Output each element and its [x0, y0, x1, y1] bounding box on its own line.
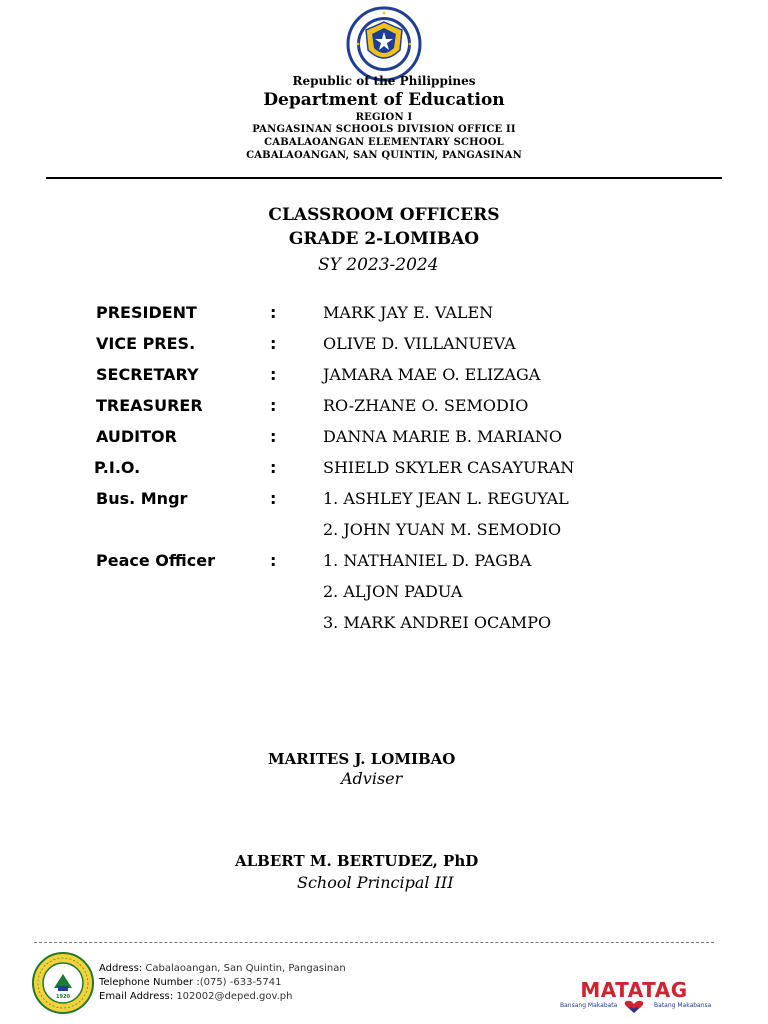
officer-name: OLIVE D. VILLANUEVA: [323, 334, 516, 353]
officer-names: [323, 365, 540, 396]
document-title: CLASSROOM OFFICERS: [268, 205, 500, 225]
header-division: PANGASINAN SCHOOLS DIVISION OFFICE II: [252, 124, 516, 135]
footer-email-value: 102002@deped.gov.ph: [176, 991, 293, 1002]
footer-phone-label: Telephone Number :: [99, 977, 200, 988]
officer-row: [0, 365, 768, 396]
officer-name: 3. MARK ANDREI OCAMPO: [323, 613, 552, 632]
officer-colon: :: [270, 334, 277, 353]
school-logo-year: 1920: [56, 994, 70, 1000]
matatag-tagline-right: Batang Makabansa: [654, 1002, 712, 1009]
officer-name: 2. ALJON PADUA: [323, 582, 463, 601]
officer-row: [0, 489, 768, 551]
principal-title: School Principal III: [297, 873, 454, 892]
footer-phone-value: (075) -633-5741: [199, 977, 282, 988]
footer-address-value: Cabalaoangan, San Quintin, Pangasinan: [145, 963, 346, 974]
officer-role: Peace Officer: [96, 551, 215, 570]
header-school: CABALAOANGAN ELEMENTARY SCHOOL: [264, 137, 504, 148]
footer-email-label: Email Address:: [99, 991, 174, 1002]
principal-name: ALBERT M. BERTUDEZ, PhD: [235, 852, 479, 870]
officer-name: RO-ZHANE O. SEMODIO: [323, 396, 529, 415]
heart-icon: [623, 1000, 645, 1014]
officer-row: [0, 458, 768, 489]
deped-seal-logo: [346, 6, 422, 82]
officer-names: [323, 396, 528, 427]
matatag-tagline-left: Bansang Makabata: [560, 1002, 618, 1009]
officer-row: [0, 396, 768, 427]
officer-name: JAMARA MAE O. ELIZAGA: [323, 365, 541, 384]
adviser-title: Adviser: [341, 769, 403, 788]
officer-name: 1. ASHLEY JEAN L. REGUYAL: [323, 489, 569, 508]
header-region: REGION I: [355, 112, 413, 123]
officer-row: [0, 427, 768, 458]
class-name: GRADE 2-LOMIBAO: [288, 229, 480, 249]
officer-colon: :: [270, 396, 277, 415]
officer-names: [323, 334, 516, 365]
footer-phone: [99, 977, 282, 988]
officer-role: TREASURER: [96, 396, 203, 415]
matatag-wordmark: MATATAG: [580, 978, 688, 1002]
header-address: CABALAOANGAN, SAN QUINTIN, PANGASINAN: [246, 150, 522, 161]
officer-name: 2. JOHN YUAN M. SEMODIO: [323, 520, 562, 539]
officer-names: [323, 551, 551, 644]
matatag-logo: [556, 978, 712, 1014]
school-logo: [32, 952, 94, 1014]
officer-role: SECRETARY: [96, 365, 199, 384]
officer-role: AUDITOR: [96, 427, 177, 446]
officer-name: MARK JAY E. VALEN: [323, 303, 494, 322]
officer-names: [323, 489, 569, 551]
officer-names: [323, 458, 574, 489]
footer-email: [99, 991, 292, 1002]
officer-colon: :: [270, 427, 277, 446]
officer-role: Bus. Mngr: [96, 489, 188, 508]
adviser-name: MARITES J. LOMIBAO: [268, 750, 456, 768]
officer-row: [0, 303, 768, 334]
officer-names: [323, 427, 562, 458]
officer-role: VICE PRES.: [96, 334, 196, 353]
footer-divider: [34, 942, 714, 943]
header-divider: [46, 177, 722, 179]
school-year: SY 2023-2024: [318, 255, 439, 275]
officer-colon: :: [270, 365, 277, 384]
officer-names: [323, 303, 493, 334]
officer-name: DANNA MARIE B. MARIANO: [323, 427, 562, 446]
officer-colon: :: [270, 551, 277, 570]
officer-role: PRESIDENT: [96, 303, 197, 322]
officer-name: 1. NATHANIEL D. PAGBA: [323, 551, 532, 570]
header-department: Department of Education: [263, 90, 505, 110]
officer-role: P.I.O.: [94, 458, 141, 477]
officer-colon: :: [270, 489, 277, 508]
footer-address-label: Address:: [99, 963, 143, 974]
officer-colon: :: [270, 458, 277, 477]
officer-colon: :: [270, 303, 277, 322]
officer-row: [0, 551, 768, 644]
officer-name: SHIELD SKYLER CASAYURAN: [323, 458, 575, 477]
footer-address: [99, 963, 346, 974]
header-republic: Republic of the Philippines: [292, 74, 476, 88]
officer-row: [0, 334, 768, 365]
